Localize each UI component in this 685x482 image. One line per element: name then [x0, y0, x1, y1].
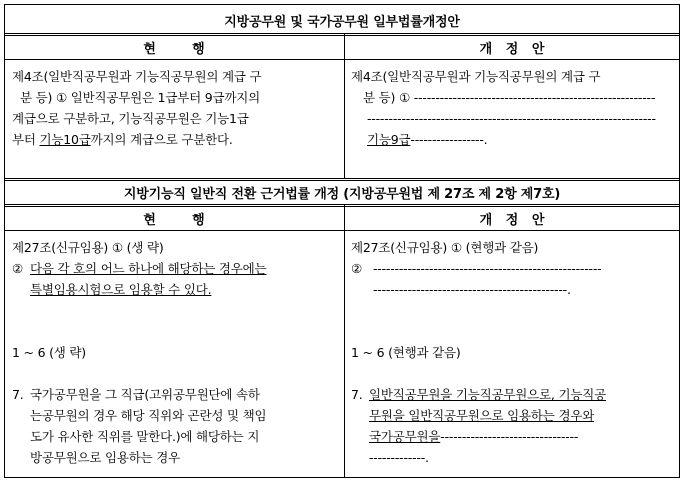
underlined-text: 기능10급	[39, 132, 91, 147]
paragraph	[12, 258, 337, 300]
text-span: .	[425, 450, 429, 465]
dash-filler: -------------	[369, 450, 426, 465]
underlined-text: 다음 각 호의 어느 하나에 해당하는 경우에는	[30, 261, 267, 276]
text-line	[373, 279, 673, 300]
divider	[4, 178, 680, 181]
underlined-text: 국가공무원을	[369, 429, 441, 444]
text-line: 제4조(일반직공무원과 기능직공무원의 계급 구	[351, 69, 601, 84]
text-line: 1 ~ 6 (현행과 같음)	[351, 345, 461, 360]
underlined-text: 특별임용시험으로 임용할 수 있다.	[30, 282, 212, 297]
text-line: 방공무원으로 임용하는 경우	[30, 450, 181, 465]
text-line	[351, 129, 673, 150]
section1-header-current: 현 행	[143, 42, 205, 57]
text-line: 도가 유사한 직위를 말한다.)에 해당하는 지	[30, 429, 260, 444]
section2-current-text	[12, 237, 337, 468]
item-number: ②	[351, 261, 363, 276]
section1-revised-text	[351, 66, 673, 150]
text-line: 는공무원의 경우 해당 직위와 곤란성 및 책임	[30, 408, 267, 423]
dash-filler: --------------------------------------------------------	[413, 90, 656, 105]
item-number: 7.	[12, 387, 24, 402]
text-line: 계급으로 구분하고, 기능직공무원은 기능1급	[12, 111, 249, 126]
paragraph-body	[30, 258, 337, 300]
section2-header-current: 현 행	[143, 213, 205, 228]
text-line: 1 ~ 6 (생 략)	[12, 345, 86, 360]
paragraph	[351, 384, 673, 468]
underlined-text: 기능9급	[367, 132, 411, 147]
text-line: 제27조(신규임용) ① (생 략)	[12, 240, 164, 255]
divider	[4, 204, 680, 207]
text-line: 국가공무원을 그 직급(고위공무원단에 속하	[30, 387, 260, 402]
underlined-text: 일반직공무원을 기능직공무원으로, 기능직공	[369, 387, 606, 402]
text-line	[369, 447, 673, 468]
column-divider	[344, 34, 345, 178]
divider	[4, 59, 680, 60]
item-number: ②	[12, 261, 24, 276]
divider	[4, 33, 680, 36]
text-line: 제4조(일반직공무원과 기능직공무원의 계급 구	[12, 69, 262, 84]
paragraph	[351, 258, 673, 300]
section2-title: 지방기능직 일반직 전환 근거법률 개정 (지방공무원법 제 27조 제 2항 제7호)	[123, 187, 561, 202]
section2-header-revised: 개 정 안	[479, 213, 545, 228]
text-span: .	[483, 132, 488, 147]
text-line: 제27조(신규임용) ① (현행과 같음)	[351, 240, 539, 255]
paragraph-body	[30, 384, 337, 468]
dash-filler: ---------------------------------------------	[373, 282, 567, 297]
section1-current-text	[12, 66, 337, 150]
column-divider	[344, 205, 345, 478]
item-number: 7.	[351, 387, 363, 402]
text-line: 분 등) ① 일반직공무원은 1급부터 9급까지의	[20, 90, 261, 105]
text-line	[351, 87, 673, 108]
text-line	[12, 129, 337, 150]
dash-filler: -----------------	[410, 132, 484, 147]
underlined-text: 무원을 일반직공무원으로 임용하는 경우와	[369, 408, 595, 423]
dash-filler: --------------------------------	[440, 429, 579, 444]
section1-header-revised: 개 정 안	[479, 42, 545, 57]
divider	[4, 230, 680, 231]
paragraph-body	[373, 258, 673, 300]
dash-filler: -----------------------------------------------------	[373, 261, 602, 276]
text-span: 부터	[12, 132, 40, 147]
amendment-document	[4, 4, 680, 478]
text-line	[369, 426, 673, 447]
paragraph-body	[369, 384, 673, 468]
text-span: .	[566, 282, 571, 297]
section2-revised-text	[351, 237, 673, 468]
dash-filler: -------------------------------------------------------------------	[367, 111, 656, 126]
text-span: 분 등) ①	[363, 90, 414, 105]
section1-title: 지방공무원 및 국가공무원 일부법률개정안	[224, 15, 460, 30]
text-span: 까지의 계급으로 구분한다.	[90, 132, 233, 147]
paragraph	[12, 384, 337, 468]
